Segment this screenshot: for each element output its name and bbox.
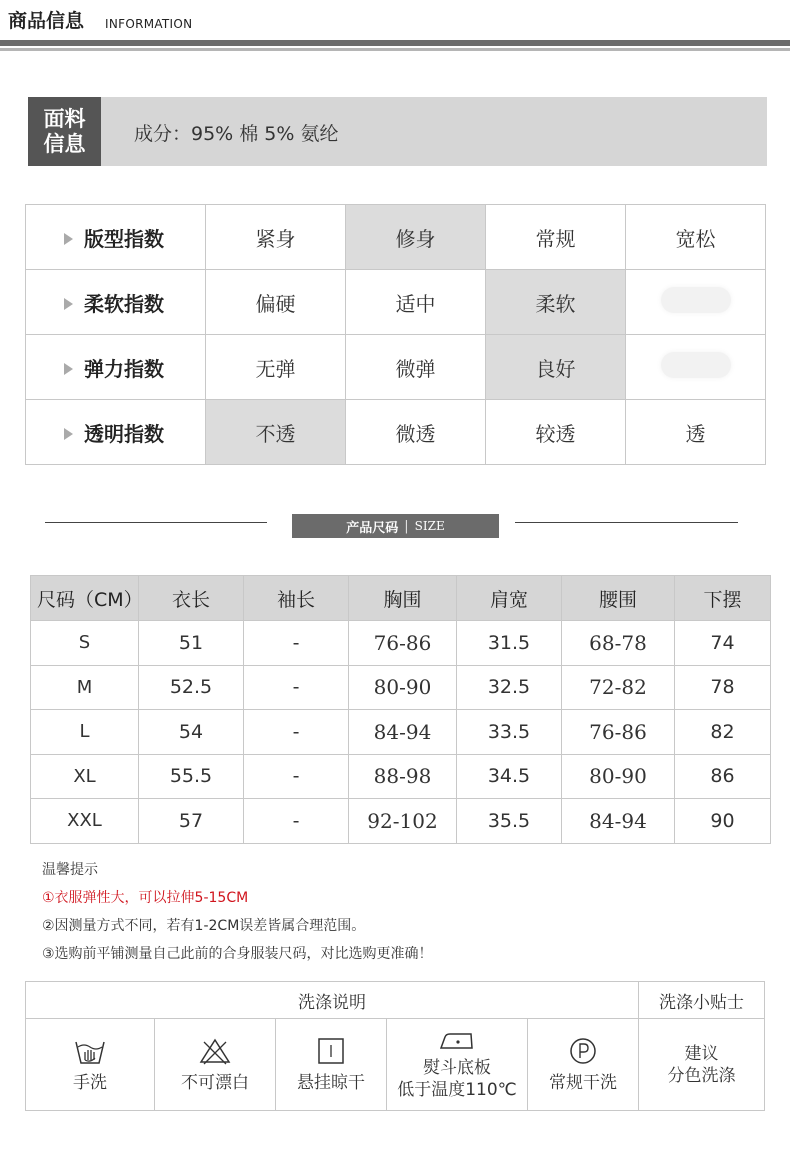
table-row [31,799,771,844]
fabric-info-banner [28,97,767,166]
index-option-selected: 不透 [206,400,346,465]
index-option: 宽松 [626,205,766,270]
table-cell: 76-86 [562,710,675,755]
index-option: 微弹 [346,335,486,400]
wash-tip [639,1019,765,1111]
size-table [30,575,771,844]
table-cell: 92-102 [349,799,457,844]
size-divider-left [45,522,267,523]
table-cell: L [31,710,139,755]
index-option-selected: 修身 [346,205,486,270]
header-subtitle: INFORMATION [105,17,193,31]
wash-item [528,1019,639,1111]
table-cell: 74 [675,621,771,666]
column-header: 袖长 [244,576,349,621]
table-cell: 86 [675,754,771,799]
hand-wash-icon [73,1036,107,1066]
tip-item: ③选购前平铺测量自己此前的合身服装尺码，对比选购更准确！ [42,946,433,962]
header-divider [0,40,790,46]
table-cell: 78 [675,665,771,710]
table-cell: 32.5 [457,665,562,710]
size-title-separator: | [404,518,409,534]
table-cell: - [244,710,349,755]
table-row [31,710,771,755]
index-option: 无弹 [206,335,346,400]
table-cell: 90 [675,799,771,844]
index-row-fit [26,205,766,270]
fabric-label-line2: 信息 [43,131,86,156]
iron-low-icon [438,1029,476,1051]
triangle-icon [64,233,73,245]
table-cell: 31.5 [457,621,562,666]
table-cell: 72-82 [562,665,675,710]
wash-label: 悬挂晾干 [297,1072,365,1093]
index-row-transparency [26,400,766,465]
index-option-blurred [626,335,766,400]
wash-table [25,981,765,1111]
column-header: 衣长 [139,576,244,621]
index-option-selected: 柔软 [486,270,626,335]
table-cell: XL [31,754,139,799]
table-cell: 68-78 [562,621,675,666]
wash-label: 低于温度110℃ [397,1079,517,1100]
index-option: 适中 [346,270,486,335]
index-option: 紧身 [206,205,346,270]
table-row [31,665,771,710]
tips-title: 温馨提示 [42,862,98,878]
index-table [25,204,766,465]
table-cell: - [244,665,349,710]
dry-clean-icon [566,1036,600,1066]
page-header [0,0,790,60]
tips-section [42,856,433,968]
table-cell: 33.5 [457,710,562,755]
table-cell: - [244,621,349,666]
wash-label: 不可漂白 [181,1072,249,1093]
table-cell: 84-94 [562,799,675,844]
table-cell: 88-98 [349,754,457,799]
table-cell: S [31,621,139,666]
fabric-label-line1: 面料 [43,106,86,131]
table-cell: 76-86 [349,621,457,666]
index-option-selected: 良好 [486,335,626,400]
size-section-title [292,514,499,538]
index-row-softness [26,270,766,335]
index-option: 常规 [486,205,626,270]
table-cell: 52.5 [139,665,244,710]
size-subtitle: SIZE [414,519,445,533]
wash-tip-line: 分色洗涤 [667,1065,736,1086]
wash-item [26,1019,155,1111]
index-option: 较透 [486,400,626,465]
table-cell: 57 [139,799,244,844]
wash-title: 洗涤说明 [26,982,639,1019]
column-header: 尺码（CM） [31,576,139,621]
index-row-header: 柔软指数 [26,270,206,335]
wash-header-row [26,982,765,1019]
index-option: 透 [626,400,766,465]
header-divider-thin [0,48,790,51]
header-title: 商品信息 [8,10,85,32]
size-table-header [31,576,771,621]
index-option-blurred [626,270,766,335]
table-cell: XXL [31,799,139,844]
index-row-elasticity [26,335,766,400]
triangle-icon [64,428,73,440]
wash-icons-row [26,1019,765,1111]
column-header: 下摆 [675,576,771,621]
table-cell: 55.5 [139,754,244,799]
wash-label: 手洗 [73,1072,107,1093]
table-cell: - [244,799,349,844]
tip-item: ②因测量方式不同，若有1-2CM误差皆属合理范围。 [42,918,366,934]
size-title: 产品尺码 [346,520,399,536]
table-cell: 34.5 [457,754,562,799]
table-cell: 51 [139,621,244,666]
table-cell: 35.5 [457,799,562,844]
index-option: 微透 [346,400,486,465]
fabric-composition: 成分：95% 棉 5% 氨纶 [134,123,339,145]
triangle-icon [64,298,73,310]
table-cell: 84-94 [349,710,457,755]
table-row [31,621,771,666]
triangle-icon [64,363,73,375]
table-cell: 80-90 [349,665,457,710]
wash-item [155,1019,276,1111]
tip-item-highlight: ①衣服弹性大，可以拉伸5-15CM [42,890,249,906]
column-header: 腰围 [562,576,675,621]
wash-label: 常规干洗 [549,1072,617,1093]
wash-tip-title: 洗涤小贴士 [639,982,765,1019]
hang-dry-icon [314,1036,348,1066]
index-option: 偏硬 [206,270,346,335]
wash-tip-line: 建议 [684,1043,719,1064]
blurred-placeholder [661,352,731,378]
table-cell: M [31,665,139,710]
table-cell: - [244,754,349,799]
no-bleach-icon [198,1036,232,1066]
wash-label: 熨斗底板 [423,1057,491,1078]
table-row [31,754,771,799]
blurred-placeholder [661,287,731,313]
wash-item [387,1019,528,1111]
table-cell: 80-90 [562,754,675,799]
table-cell: 54 [139,710,244,755]
column-header: 胸围 [349,576,457,621]
table-cell: 82 [675,710,771,755]
column-header: 肩宽 [457,576,562,621]
size-divider-right [515,522,738,523]
index-row-header: 版型指数 [26,205,206,270]
index-row-header: 透明指数 [26,400,206,465]
wash-item [276,1019,387,1111]
index-row-header: 弹力指数 [26,335,206,400]
fabric-label [28,97,101,166]
